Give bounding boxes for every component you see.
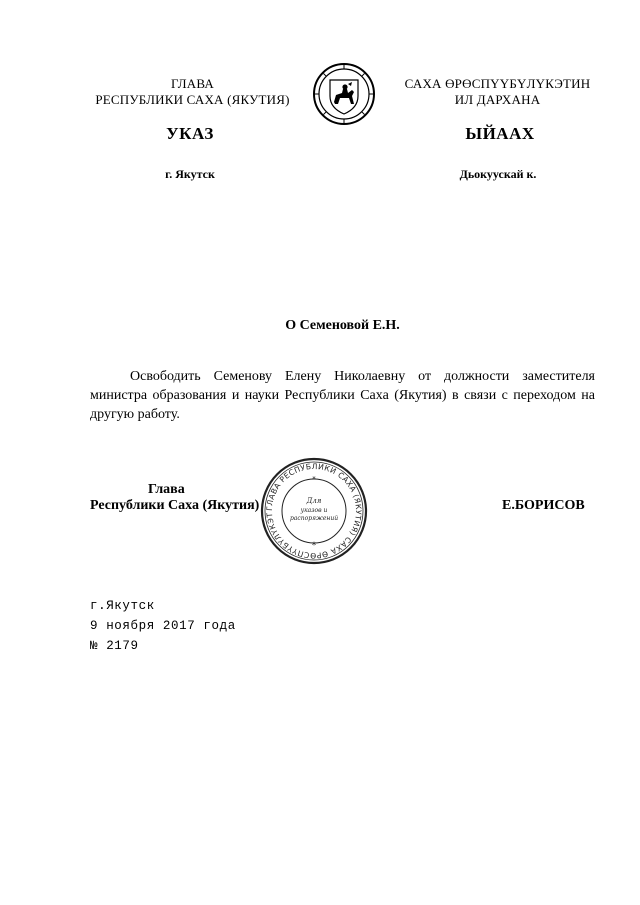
- decree-body: Освободить Семенову Елену Николаевну от должности заместителя министра образования и науки Республики Саха (Якутия) в связи с переходом на другую работу.: [90, 369, 595, 422]
- signature-title-line1: Глава: [148, 482, 185, 497]
- signature-title-line2: Республики Саха (Якутия): [90, 498, 260, 513]
- city-ru: г. Якутск: [165, 167, 215, 181]
- header-right: [385, 76, 610, 108]
- header-right-line1: САХА ӨРӨСПҮҮБҮЛҮКЭТИН: [404, 76, 591, 91]
- svg-text:*: *: [312, 475, 316, 483]
- stamp-center-line3: распоряжений: [289, 515, 339, 522]
- stamp-center-line1: Для: [306, 497, 322, 505]
- header-left-line1: ГЛАВА: [171, 76, 214, 91]
- stamp-center-line2: указов и: [300, 507, 328, 514]
- footer-place: г.Якутск: [90, 599, 155, 613]
- header-right-line2: ИЛ ДАРХАНА: [454, 92, 541, 107]
- decree-subject: О Семеновой Е.Н.: [285, 318, 400, 333]
- svg-text:*: *: [311, 541, 317, 551]
- footer-number: № 2179: [90, 639, 139, 653]
- header-left: [80, 76, 305, 108]
- footer-date: 9 ноября 2017 года: [90, 619, 236, 633]
- sakha-coat-of-arms-emblem-icon: [312, 62, 376, 126]
- decree-title-ru: УКАЗ: [166, 124, 214, 143]
- stamp-ring-text: ГЛАВА РЕСПУБЛИКИ САХА (ЯКУТИЯ) САХА ӨРӨСПҮҮБҮЛҮКЭТ: [264, 461, 364, 561]
- signature-name: Е.БОРИСОВ: [502, 498, 585, 513]
- header-left-line2: РЕСПУБЛИКИ САХА (ЯКУТИЯ): [95, 92, 290, 107]
- official-seal-stamp: [259, 456, 369, 566]
- city-sah: Дьокуускай к.: [459, 167, 537, 181]
- decree-title-sah: ЫЙААХ: [465, 124, 535, 143]
